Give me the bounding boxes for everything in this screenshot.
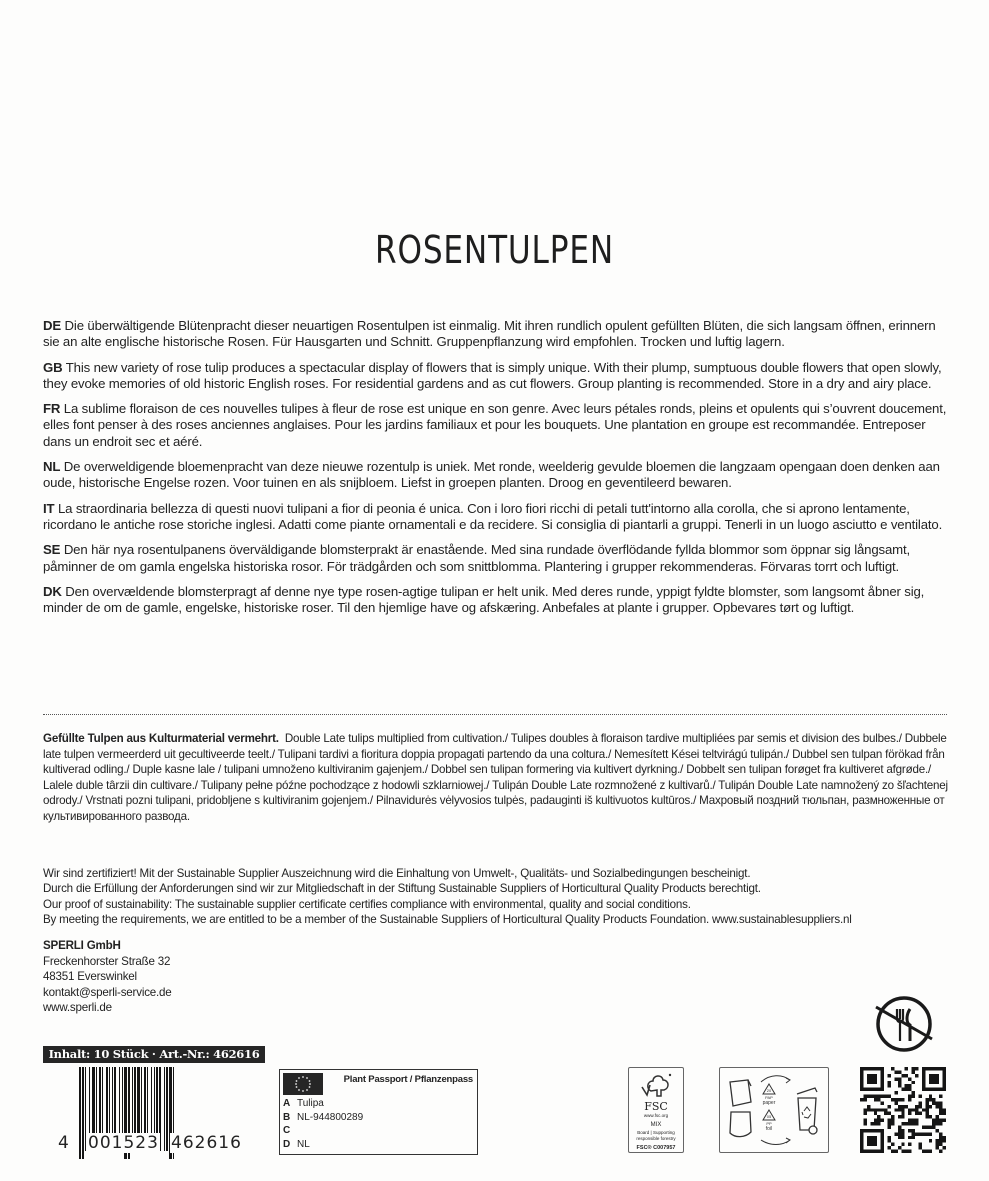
- recycle-triangle-paper-icon: [763, 1084, 776, 1106]
- fsc-word: FSC: [644, 1100, 668, 1113]
- qr-code-icon[interactable]: [860, 1067, 946, 1153]
- recycling-bin-icon: [797, 1088, 817, 1134]
- passport-row: [283, 1111, 363, 1125]
- barcode: [43, 1067, 265, 1160]
- barcode-digit-first: 4: [58, 1133, 70, 1153]
- eu-flag-icon: [283, 1073, 323, 1095]
- svg-text:PAP: PAP: [765, 1095, 773, 1100]
- cultivation-text: Double Late tulips multiplied from cultivation./ Tulipes doubles à floraison tardive multipliées par semis et division des bulbes./ Dubbele late tulpen vermeerderd uit gecultiveerde teelt./ Tulipani tardivi a fioritura doppia propagati partendo da una coltura./ Nemesített Kései teltvirágú tulipán./ Dubbel sen tulpan förökad från kultiverad odling./ Duple kasne lale / tulipani umnoženo kultiviranim gajenjem./ Dobbel sen tulipan formering via kultivert dyrkning./ Dobbelt sen tulipan forøget fra kultiveret afgrøde./ Lalele duble târzii din cultivare./ Tulipany pełne późne pochodzące z hodowli szklarniowej./ Tulipán Double Late rozmnožené z kultivarů./ Tulipán Double Late namnožený zo šľachtenej odrody./ Vrstnati pozni tulipani, pridobljene s kultiviranim gojenjem./ Pilnavidurės vėlyvosios tulpės, padauginti iš kultivuotos kultūros./ Махровый поздний тюльпан, размноженные от культивированного развода.: [43, 732, 948, 823]
- svg-text:20: 20: [766, 1088, 772, 1093]
- lang-code: SE: [43, 542, 61, 558]
- description-text: De overweldigende bloemenpracht van deze nieuwe rozentulp is uniek. Met ronde, weelderig gevulde bloemen die langzaam opengaan doen denken aan oude, historische Engelse rozen. Voor tuinen en als snijbloem. Liefst in groepen planten. Droog en geventileerd bewaren.: [43, 459, 940, 491]
- fsc-url: www.fsc.org: [643, 1113, 669, 1118]
- description-de: [43, 318, 953, 351]
- dotted-divider: [43, 714, 947, 715]
- description-it: [43, 501, 953, 534]
- email: kontakt@sperli-service.de: [43, 985, 172, 999]
- row-key: B: [283, 1111, 291, 1123]
- row-key: C: [283, 1125, 291, 1136]
- passport-row: [283, 1097, 363, 1111]
- cert-line: Wir sind zertifiziert! Mit der Sustainable Supplier Auszeichnung wird die Einhaltung von Umwelt-, Qualitäts- und Sozialbedingungen bescheinigt.: [43, 867, 751, 880]
- bag-icon: [730, 1112, 751, 1137]
- cert-line: Durch die Erfüllung der Anforderungen sind wir zur Mitgliedschaft in der Stiftung Sustainable Suppliers of Horticultural Quality Products berechtigt.: [43, 882, 761, 896]
- description-dk: [43, 584, 953, 617]
- passport-title: Plant Passport / Pflanzenpass: [343, 1074, 473, 1085]
- content-article-label: Inhalt: 10 Stück · Art.-Nr.: 462616: [43, 1046, 265, 1063]
- plant-passport: [279, 1069, 478, 1155]
- row-key: D: [283, 1138, 291, 1150]
- description-se: [43, 542, 953, 575]
- lang-code: DE: [43, 318, 62, 333]
- city: 48351 Everswinkel: [43, 970, 137, 983]
- row-value: Tulipa: [297, 1098, 324, 1109]
- fsc-mix: MIX: [650, 1122, 662, 1128]
- description-text: La straordinaria bellezza di questi nuovi tulipani a fior di peonia é unica. Con i loro fiori ricchi di petali tutt'intorno alla corolla, che si aprono lentamente, ricordano le antiche rose storiche inglesi. Adatti come piante ornamentali e da recidere. Si consiglia di piantarli a gruppi. Tenerli in un luogo asciutto e ventilato.: [43, 500, 943, 532]
- fsc-line1: Board | Supporting: [637, 1130, 675, 1135]
- certification-note: [43, 866, 953, 927]
- barcode-digits-right: 462616: [171, 1133, 242, 1153]
- description-block: [43, 318, 953, 625]
- row-key: A: [283, 1098, 291, 1109]
- description-text: Die überwältigende Blütenpracht dieser neuartigen Rosentulpen ist einmalig. Mit ihren rundlich opulent gefüllten Blüten, die sich langsam öffnen, erinnern sie an alte englische historische Rosen. Für Hausgarten und Schnitt. Gruppenpflanzung wird empfohlen. Trocken und luftig lagern.: [43, 318, 936, 350]
- lang-code: DK: [43, 583, 62, 599]
- description-text: La sublime floraison de ces nouvelles tulipes à fleur de rose est unique en son genre. Avec leurs pétales ronds, pleins et opulents qui s’ouvrent doucement, elles font penser à des roses anciennes anglaises. Pour les jardins familiaux et pour les bouquets. Une plantation en groupe est recommandée. Entreposer dans un endroit sec et aéré.: [43, 401, 947, 449]
- passport-row: [283, 1124, 363, 1138]
- lang-code: NL: [43, 459, 61, 475]
- cultivation-lead: Gefüllte Tulpen aus Kulturmaterial vermehrt.: [43, 732, 279, 745]
- cert-line: Our proof of sustainability: The sustainable supplier certificate certifies compliance with environmental, quality and social conditions.: [43, 897, 691, 911]
- lang-code: IT: [43, 500, 55, 516]
- description-text: Den overvældende blomsterpragt af denne nye type rosen-agtige tulipan er helt unik. Med deres runde, yppigt fyldte blomster, som langsomt åbner sig, minder de om de gamle, engelske, historiske roser. Til den hjemlige have og afskæring. Anbefales at plante i grupper. Opbevares tørt og luftigt.: [43, 583, 925, 616]
- paper-sheet-icon: [730, 1080, 751, 1106]
- svg-text:05: 05: [766, 1114, 772, 1119]
- cultivation-note: [43, 731, 953, 824]
- fsc-tree-icon: [636, 1071, 676, 1101]
- svg-text:paper: paper: [762, 1100, 776, 1106]
- description-text: This new variety of rose tulip produces a spectacular display of flowers that is simply unique. With their plump, sumptuous double flowers that open slowly, they evoke memories of old historic English roses. For residential gardens and as cut flowers. Group planting is recommended. Store in a dry and airy place.: [43, 359, 942, 391]
- description-fr: [43, 401, 953, 450]
- cert-line: By meeting the requirements, we are entitled to be a member of the Sustainable Suppliers of Horticultural Quality Products Foundation. www.sustainablesuppliers.nl: [43, 912, 852, 926]
- svg-text:foil: foil: [765, 1126, 773, 1132]
- not-edible-icon: [873, 993, 935, 1055]
- description-nl: [43, 459, 953, 492]
- product-title: ROSENTULPEN: [375, 228, 614, 272]
- passport-row: [283, 1138, 363, 1152]
- street: Freckenhorster Straße 32: [43, 954, 171, 968]
- lang-code: GB: [43, 359, 63, 375]
- fsc-label: [628, 1067, 684, 1153]
- svg-text:PP: PP: [766, 1121, 772, 1126]
- row-value: NL-944800289: [297, 1111, 364, 1123]
- company-address: [43, 938, 172, 1016]
- website: www.sperli.de: [43, 1001, 112, 1014]
- description-gb: [43, 360, 953, 393]
- description-text: Den här nya rosentulpanens överväldigande blomsterprakt är enastående. Med sina rundade överflödande fyllda blommor som öppnar sig långsamt, påminner de om gamla engelska historiska rosor. För trädgården och som snittblomma. Plantering i grupper rekommenderas. Förvaras torrt och luftigt.: [43, 542, 911, 574]
- company-name: SPERLI GmbH: [43, 939, 121, 952]
- lang-code: FR: [43, 401, 61, 417]
- row-value: NL: [297, 1138, 310, 1150]
- barcode-digits-left: 001523: [88, 1133, 159, 1153]
- fsc-line2: responsible forestry: [636, 1136, 676, 1141]
- recycle-triangle-foil-icon: [763, 1110, 775, 1132]
- fsc-code: FSC® C007957: [636, 1145, 676, 1151]
- recycling-label: [719, 1067, 829, 1153]
